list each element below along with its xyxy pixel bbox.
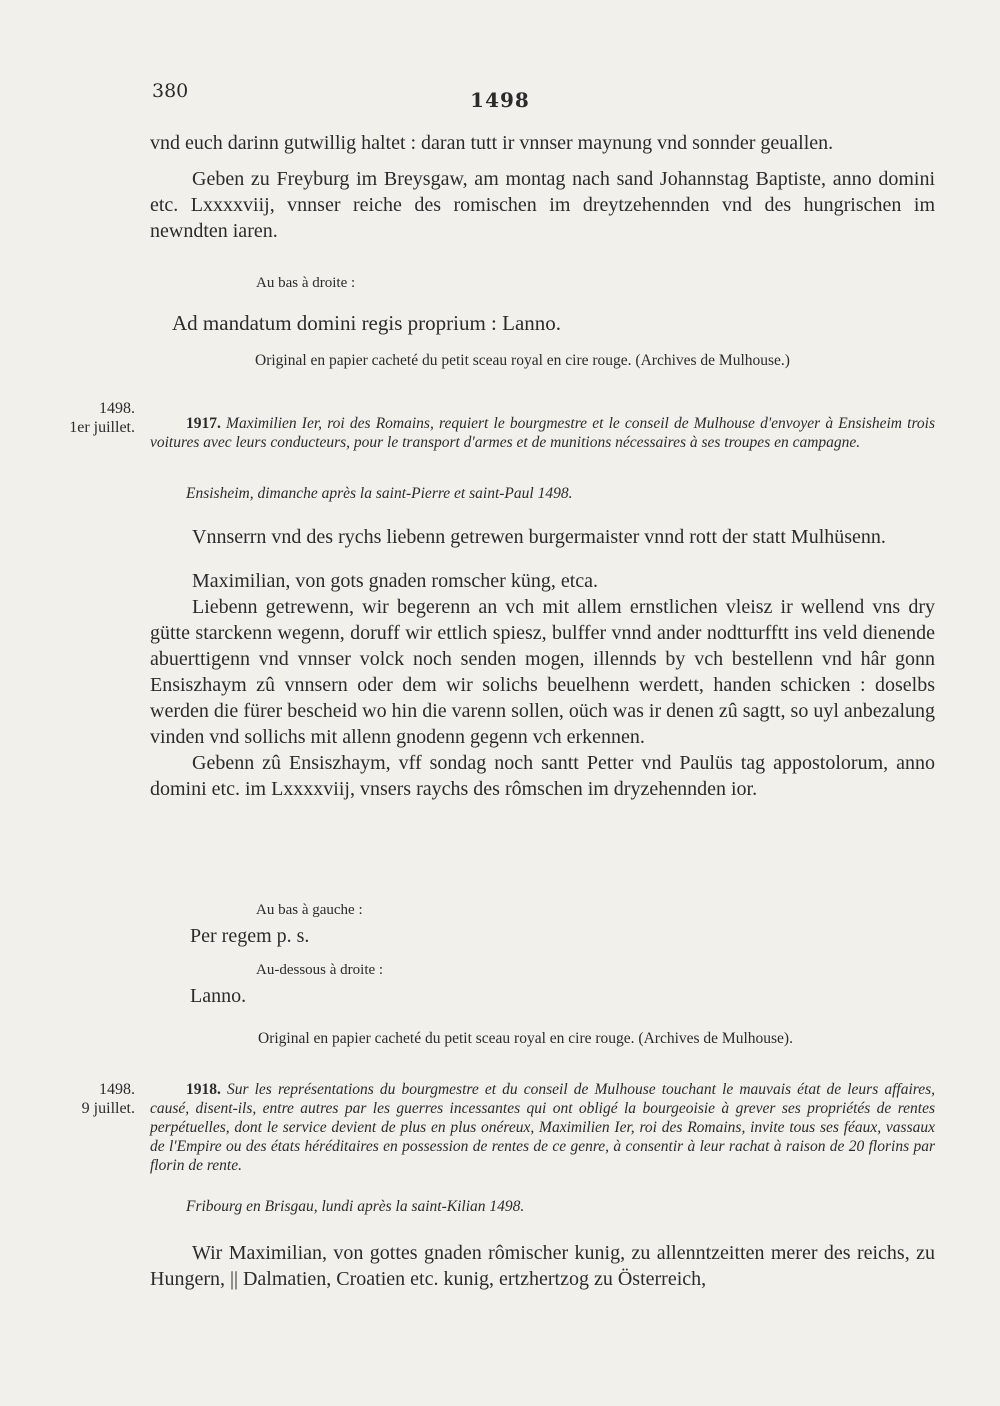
summary-1918 [150, 1080, 935, 1175]
text-1917 [150, 524, 935, 802]
document-number: 1918. [186, 1081, 221, 1098]
summary-text: Maximilien Ier, roi des Romains, requiert le bourgmestre et le conseil de Mulhouse d'envoyer à Ensisheim trois voitures avec leurs conducteurs, pour le transport d'armes et de munitions nécessaires à ses troupes en campagne. [150, 415, 936, 451]
margin-date-1917 [55, 399, 135, 437]
mandate-line: Ad mandatum domini regis proprium : Lanno. [172, 311, 562, 335]
summary-text: Sur les représentations du bourgmestre et du conseil de Mulhouse touchant le mauvais état de leurs affaires, causé, disent-ils, entre autres par les guerres incessantes qui ont obligé la bourgeoisie à grever ses propriétés de rentes perpétuelles, dont le service devient de plus en plus onéreux, Maximilien Ier, roi des Romains, invite tous ses féaux, vassaux de l'Empire ou des états héréditaires en possession de rentes de ce genre, à consentir à leur rachat à raison de 20 florins par florin de rente. [150, 1081, 935, 1174]
dateline-1917: Ensisheim, dimanche après la saint-Pierre et saint-Paul 1498. [186, 485, 573, 502]
salutation-line: Maximilian, von gots gnaden romscher küng, etca. [192, 570, 599, 592]
dating-clause: Geben zu Freyburg im Breysgaw, am montag nach sand Johannstag Baptiste, anno domini etc. Lxxxxviij, vnnser reiche des romischen im dreytzehennden vnd des hungrischen im newndten iaren. [150, 168, 935, 242]
lanno-line: Lanno. [190, 985, 247, 1007]
continuation-text [150, 130, 935, 244]
margin-date-1918 [55, 1080, 135, 1118]
text-1918 [150, 1240, 935, 1292]
margin-year: 1498. [99, 1081, 135, 1098]
summary-1917 [150, 414, 935, 452]
opening-paragraph: Wir Maximilian, von gottes gnaden rômischer kunig, zu allenntzeitten merer des reichs, zu Hungern, || Dalmatien, Croatien etc. kunig, ertzhertzog zu Österreich, [150, 1242, 935, 1290]
running-head-year: 1498 [470, 88, 530, 112]
source-note-1: Original en papier cacheté du petit sceau royal en cire rouge. (Archives de Mulhouse.) [255, 352, 790, 369]
page-number: 380 [152, 80, 189, 102]
per-regem-line: Per regem p. s. [190, 925, 310, 947]
continuation-line: vnd euch darinn gutwillig haltet : daran tutt ir vnnser maynung vnd sonnder geuallen. [150, 132, 834, 154]
margin-day: 1er juillet. [69, 419, 135, 436]
address-line: Vnnserrn vnd des rychs liebenn getrewen burgermaister vnnd rott der statt Mulhüsenn. [192, 526, 886, 548]
note-bottom-left: Au bas à gauche : [256, 902, 363, 918]
note-bottom-right: Au bas à droite : [256, 275, 356, 291]
dating-paragraph: Gebenn zû Ensiszhaym, vff sondag noch santt Petter vnd Paulüs tag appostolorum, anno domini etc. im Lxxxxviij, vnsers raychs des rômschen im dryzehennden ior. [150, 752, 935, 800]
dateline-1918: Fribourg en Brisgau, lundi après la saint-Kilian 1498. [186, 1198, 525, 1215]
note-below-right: Au-dessous à droite : [256, 962, 384, 978]
main-paragraph: Liebenn getrewenn, wir begerenn an vch mit allem ernstlichen vleisz ir wellend vns dry gütte starckenn wegenn, doruff wir ettlich spiesz, bulffer vnnd ander nodtturfftt ins veld dienende abuerttigenn vnd vnnser volck noch senden mogen, illennds by vch bestellenn vnd hâr gonn Ensiszhaym zû vnnsern oder dem wir solichs beuelhenn werdett, handen schicken : doselbs werden die fürer bescheid wo hin die varenn sollen, oüch was ir denen zû sagtt, so uyl anbezalung vinden vnd sollichs mit allenn gnodenn gegenn vch erkennen. [150, 596, 935, 748]
source-note-2: Original en papier cacheté du petit sceau royal en cire rouge. (Archives de Mulhouse). [258, 1030, 793, 1047]
document-number: 1917. [186, 415, 221, 432]
margin-day: 9 juillet. [81, 1100, 135, 1117]
margin-year: 1498. [99, 400, 135, 417]
